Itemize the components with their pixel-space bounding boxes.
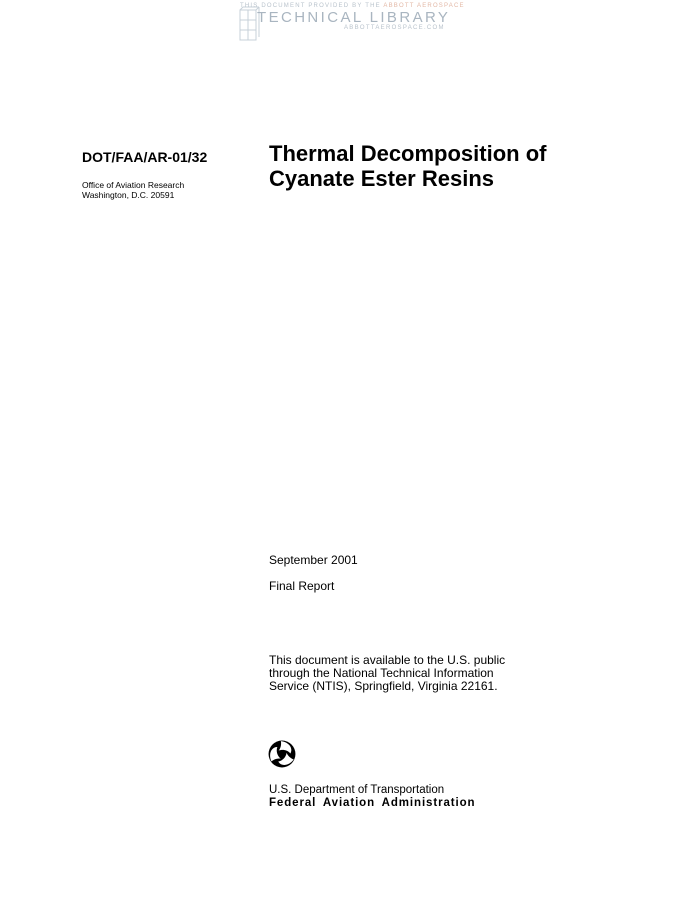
availability-line-3: Service (NTIS), Springfield, Virginia 22161.: [269, 679, 498, 693]
watermark-technical-library: TECHNICAL LIBRARY: [257, 9, 451, 26]
report-type: Final Report: [269, 579, 335, 593]
watermark-website: ABBOTTAEROSPACE.COM: [344, 25, 445, 31]
title-line-1: Thermal Decomposition of: [269, 141, 547, 166]
report-title: [269, 141, 546, 191]
agency-name: Federal Aviation Administration: [269, 797, 476, 809]
availability-line-2: through the National Technical Information: [269, 666, 494, 680]
office-city: Washington, D.C. 20591: [82, 190, 175, 200]
office-address: [82, 180, 184, 200]
availability-line-1: This document is available to the U.S. public: [269, 653, 506, 667]
report-number: DOT/FAA/AR-01/32: [82, 149, 208, 165]
availability-statement: [269, 654, 505, 693]
office-name: Office of Aviation Research: [82, 180, 185, 190]
watermark-accent: ABBOTT AEROSPACE: [383, 3, 465, 9]
watermark-prefix: THIS DOCUMENT PROVIDED BY THE: [240, 3, 381, 9]
department-name: U.S. Department of Transportation: [269, 784, 445, 796]
title-line-2: Cyanate Ester Resins: [269, 166, 494, 191]
dot-triskelion-icon: [268, 740, 296, 768]
report-date: September 2001: [269, 553, 358, 567]
